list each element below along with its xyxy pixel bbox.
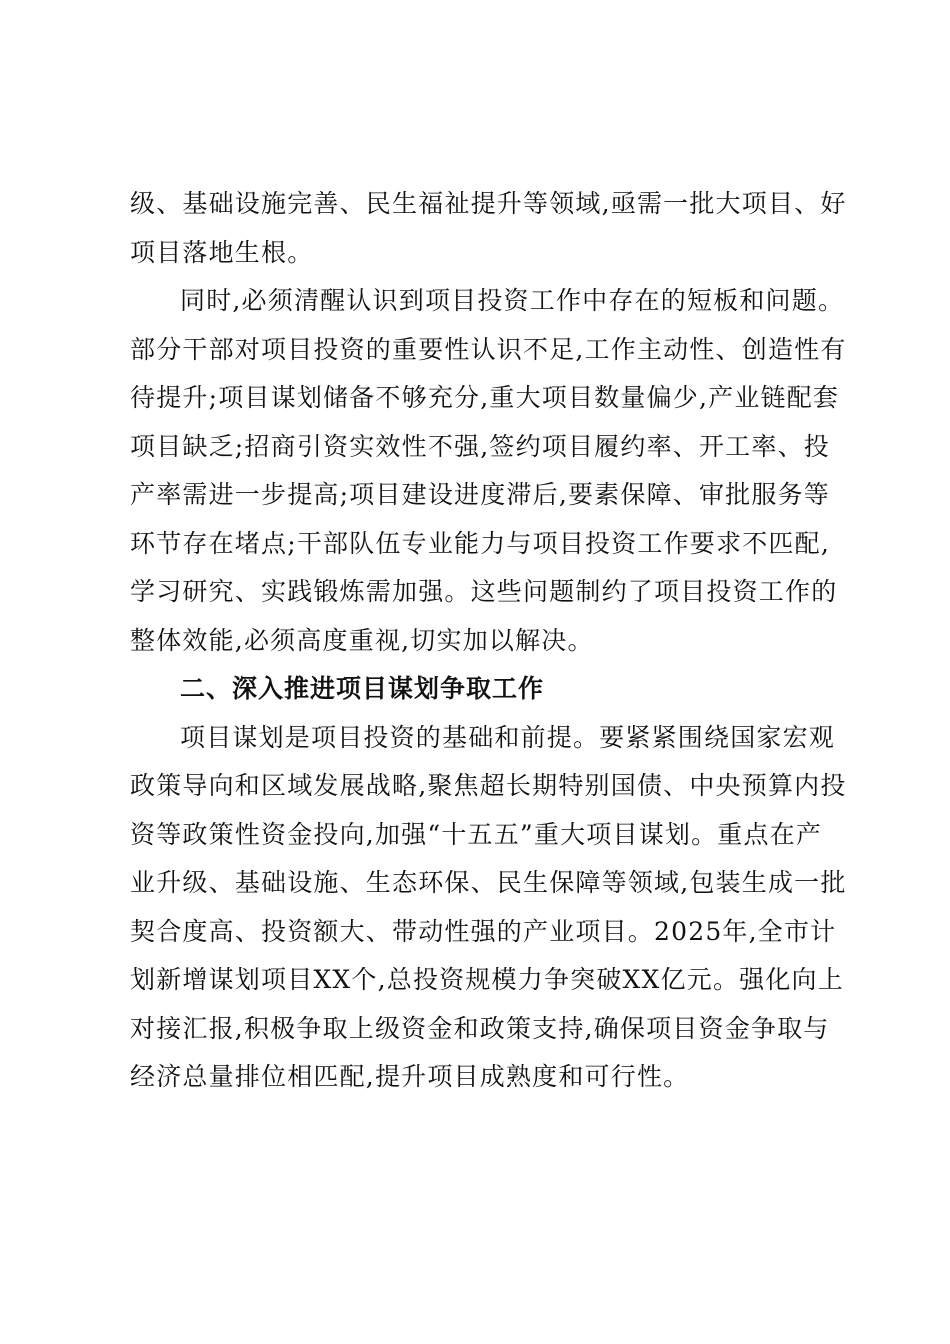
text-line: 同时,必须清醒认识到项目投资工作中存在的短板和问题。 xyxy=(180,286,845,315)
document-body xyxy=(130,180,847,1102)
text-line: 学习研究、实践锻炼需加强。这些问题制约了项目投资工作的 xyxy=(130,577,838,606)
text-line: 项目缺乏;招商引资实效性不强,签约项目履约率、开工率、投 xyxy=(130,431,830,461)
text-line: 级、基础设施完善、民生福祉提升等领域,亟需一批大项目、好 xyxy=(130,189,847,218)
text-line: 项目谋划是项目投资的基础和前提。要紧紧围绕国家宏观 xyxy=(180,722,836,752)
text-line: 政策导向和区域发展战略,聚焦超长期特别国债、中央预算内投 xyxy=(130,771,847,800)
text-line: 产率需进一步提高;项目建设进度滞后,要素保障、审批服务等 xyxy=(130,480,830,509)
text-line: 资等政策性资金投向,加强“十五五”重大项目谋划。重点在产 xyxy=(130,819,823,849)
text-line: 对接汇报,积极争取上级资金和政策支持,确保项目资金争取与 xyxy=(130,1013,830,1043)
text-line: 整体效能,必须高度重视,切实加以解决。 xyxy=(130,625,594,655)
paragraph-planning xyxy=(130,714,847,1102)
text-line: 环节存在堵点;干部队伍专业能力与项目投资工作要求不匹配, xyxy=(130,528,830,558)
paragraph-continued xyxy=(130,180,847,277)
section-heading-text: 二、深入推进项目谋划争取工作 xyxy=(180,674,545,703)
text-line: 契合度高、投资额大、带动性强的产业项目。2025年,全市计 xyxy=(130,916,837,946)
text-line: 业升级、基础设施、生态环保、民生保障等领域,包装生成一批 xyxy=(130,868,847,897)
text-line: 项目落地生根。 xyxy=(130,237,314,267)
paragraph-problems xyxy=(130,277,847,665)
text-line: 待提升;项目谋划储备不够充分,重大项目数量偏少,产业链配套 xyxy=(130,383,840,412)
text-line: 划新增谋划项目XX个,总投资规模力争突破XX亿元。强化向上 xyxy=(130,965,844,994)
section-heading xyxy=(130,665,830,714)
text-line: 部分干部对项目投资的重要性认识不足,工作主动性、创造性有 xyxy=(130,334,847,364)
text-line: 经济总量排位相匹配,提升项目成熟度和可行性。 xyxy=(130,1062,690,1091)
